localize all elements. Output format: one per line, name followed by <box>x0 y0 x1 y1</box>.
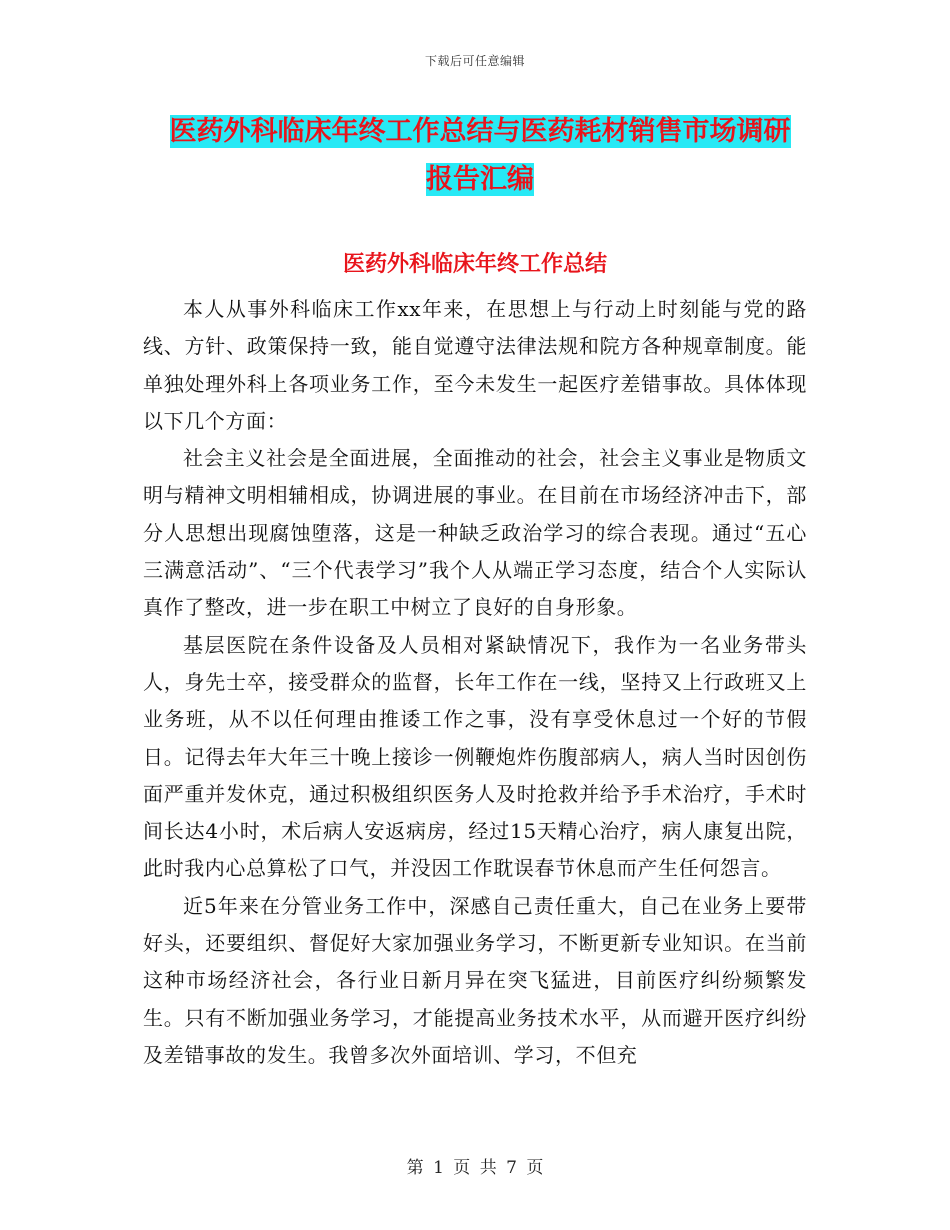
section-title: 医药外科临床年终工作总结 <box>342 252 607 277</box>
document-title <box>120 108 840 204</box>
paragraph-3: 基层医院在条件设备及人员相对紧缺情况下，我作为一名业务带头人，身先士卒，接受群众的监督，长年工作在一线，坚持又上行政班又上业务班，从不以任何理由推诿工作之事，没有享受休息过一个好的节假日。记得去年大年三十晚上接诊一例鞭炮炸伤腹部病人，病人当时因创伤面严重并发休克，通过积极组织医务人及时抢救并给予手术治疗，手术时间长达4小时，术后病人安返病房，经过15天精心治疗，病人康复出院，此时我内心总算松了口气，并没因工作耽误春节休息而产生任何怨言。 <box>143 632 807 881</box>
paragraph-4: 近5年来在分管业务工作中，深感自己责任重大，自己在业务上要带好头，还要组织、督促好大家加强业务学习，不断更新专业知识。在当前这种市场经济社会，各行业日新月异在突飞猛进，目前医疗纠纷频繁发生。只有不断加强业务学习，才能提高业务技术水平，从而避开医疗纠纷及差错事故的发生。我曾多次外面培训、学习，不但充 <box>143 893 807 1067</box>
page-header-note: 下载后可任意编辑 <box>424 54 525 68</box>
document-body <box>143 291 807 1074</box>
paragraph-2: 社会主义社会是全面进展，全面推动的社会，社会主义事业是物质文明与精神文明相辅相成，协调进展的事业。在目前在市场经济冲击下，部分人思想出现腐蚀堕落，这是一种缺乏政治学习的综合表现。通过“五心三满意活动”、“三个代表学习”我个人从端正学习态度，结合个人实际认真作了整改，进一步在职工中树立了良好的自身形象。 <box>143 446 807 620</box>
page-number: 第 1 页 共 7 页 <box>406 1158 544 1178</box>
paragraph-1: 本人从事外科临床工作xx年来，在思想上与行动上时刻能与党的路线、方针、政策保持一致，能自觉遵守法律法规和院方各种规章制度。能单独处理外科上各项业务工作，至今未发生一起医疗差错事故。具体体现以下几个方面： <box>143 297 807 433</box>
document-title-line-2: 报告汇编 <box>426 164 534 195</box>
document-title-line-1: 医药外科临床年终工作总结与医药耗材销售市场调研 <box>169 116 791 147</box>
